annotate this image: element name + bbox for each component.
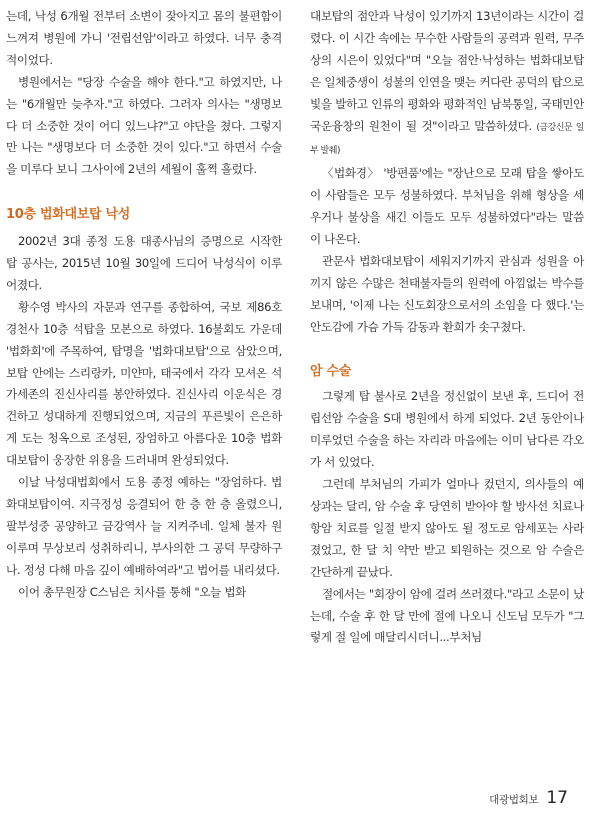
left-column [6, 6, 282, 604]
paragraph: 2002년 3대 종정 도용 대종사님의 증명으로 시작한 탑 공사는, 2015년 10월 30일에 드디어 낙성식이 이루어졌다. [6, 234, 282, 292]
paragraph: 절에서는 "회장이 암에 걸려 쓰러졌다."라고 소문이 났는데, 수술 후 한 달 만에 절에 나오니 신도님 모두가 "그렇게 절 일에 매달리시더니...부처님 [310, 586, 584, 645]
paragraph: 〈법화경〉 '방편품'에는 "장난으로 모래 탑을 쌓아도 이 사람들은 모두 성불하였다. 부처님을 위해 형상을 세우거나 불상을 새긴 이들도 모두 성불하였다"라는 말씀이 나온다. [310, 166, 584, 247]
publication-name: 대광법회보 [489, 794, 539, 806]
paragraph: 관문사 법화대보탑이 세워지기까지 관심과 성원을 아끼지 않은 수많은 천태불자들의 원력에 아낌없는 박수를 보내며, '이제 나는 신도회장으로서의 소임을 다 했다.'는 안도감에 가슴 가득 감동과 환희가 솟구쳤다. [310, 253, 584, 334]
paragraph: 그렇게 탑 불사로 2년을 정신없이 보낸 후, 드디어 전립선암 수술을 S대 병원에서 하게 되었다. 2년 동안이나 미루었던 수술을 하는 자리라 마음에는 이미 남다른 각오가 서 있었다. [310, 389, 584, 470]
paragraph-continuation [310, 6, 584, 163]
paragraph: 병원에서는 "당장 수술을 해야 한다."고 하였지만, 나는 "6개월만 늦추자."고 하였다. 그러자 의사는 "생명보다 더 소중한 것이 어디 있느냐?"고 야단을 쳤다. 그렇지만 나는 "생명보다 더 소중한 것이 있다."고 하면서 수술을 미루다 보니 그사이에 2년의 세월이 훌쩍 흘렀다. [6, 74, 282, 177]
paragraph: 이날 낙성대법회에서 도용 종정 예하는 "장엄하다. 법화대보탑이여. 지극정성 응결되어 한 층 한 층 올렸으니, 팔부성중 공양하고 금강역사 늘 지켜주네. 일체 불자 원 이루며 무상보리 성취하리니, 부사의한 그 공덕 무량하구나. 정성 다해 마음 깊이 예배하여라"고 법어를 내리셨다. [6, 475, 282, 577]
spacer [310, 339, 584, 361]
page-footer [489, 788, 568, 808]
section-heading-surgery: 암 수술 [310, 364, 351, 380]
paragraph-text: 대보탑의 점안과 낙성이 있기까지 13년이라는 시간이 걸렸다. 이 시간 속에는 무수한 사람들의 공력과 원력, 무주상의 시은이 있었다"며 "오늘 점안·낙성하는 법화대보탑은 일체중생이 성불의 인연을 맺는 커다란 공덕의 탑으로 빛을 발하고 인류의 평화와 평화적인 남북통일, 국태민안 국운융창의 원천이 될 것"이라고 말씀하셨다. [310, 9, 584, 133]
section-heading-pagoda: 10층 법화대보탑 낙성 [6, 207, 131, 223]
paragraph: 황수영 박사의 자문과 연구를 종합하여, 국보 제86호 경천사 10층 석탑을 모본으로 하였다. 16불회도 가운데 '법화회'에 주목하여, 탑명을 '법화대보탑'으로 삼았으며, 보탑 안에는 스리랑카, 미얀마, 태국에서 각각 모셔온 석가세존의 진신사리를 봉안하였다. 진신사리 이운식은 경건하고 성대하게 진행되었으며, 지금의 푸른빛이 은은하게 도는 청옥으로 조성된, 장엄하고 아름다운 10층 법화대보탑이 웅장한 위용을 드러내며 완성되었다. [6, 299, 282, 468]
paragraph-continuation: 는데, 낙성 6개월 전부터 소변이 잦아지고 몸의 불편함이 느껴져 병원에 가니 '전립선암'이라고 하였다. 너무 충격적이었다. [6, 9, 282, 67]
right-column [310, 6, 584, 649]
paragraph: 그런데 부처님의 가피가 얼마나 컸던지, 의사들의 예상과는 달리, 암 수술 후 당연히 받아야 할 방사선 치료나 항암 치료를 일절 받지 않아도 될 정도로 암세포는 사라졌었고, 한 달 치 약만 받고 퇴원하는 것으로 암 수술은 간단하게 끝났다. [310, 477, 584, 579]
spacer [6, 181, 282, 203]
paragraph: 이어 총무원장 C스님은 치사를 통해 "오늘 법화 [18, 584, 247, 599]
source-note: (금강신문 일부 발췌) [310, 122, 584, 157]
page-number: 17 [546, 788, 568, 808]
